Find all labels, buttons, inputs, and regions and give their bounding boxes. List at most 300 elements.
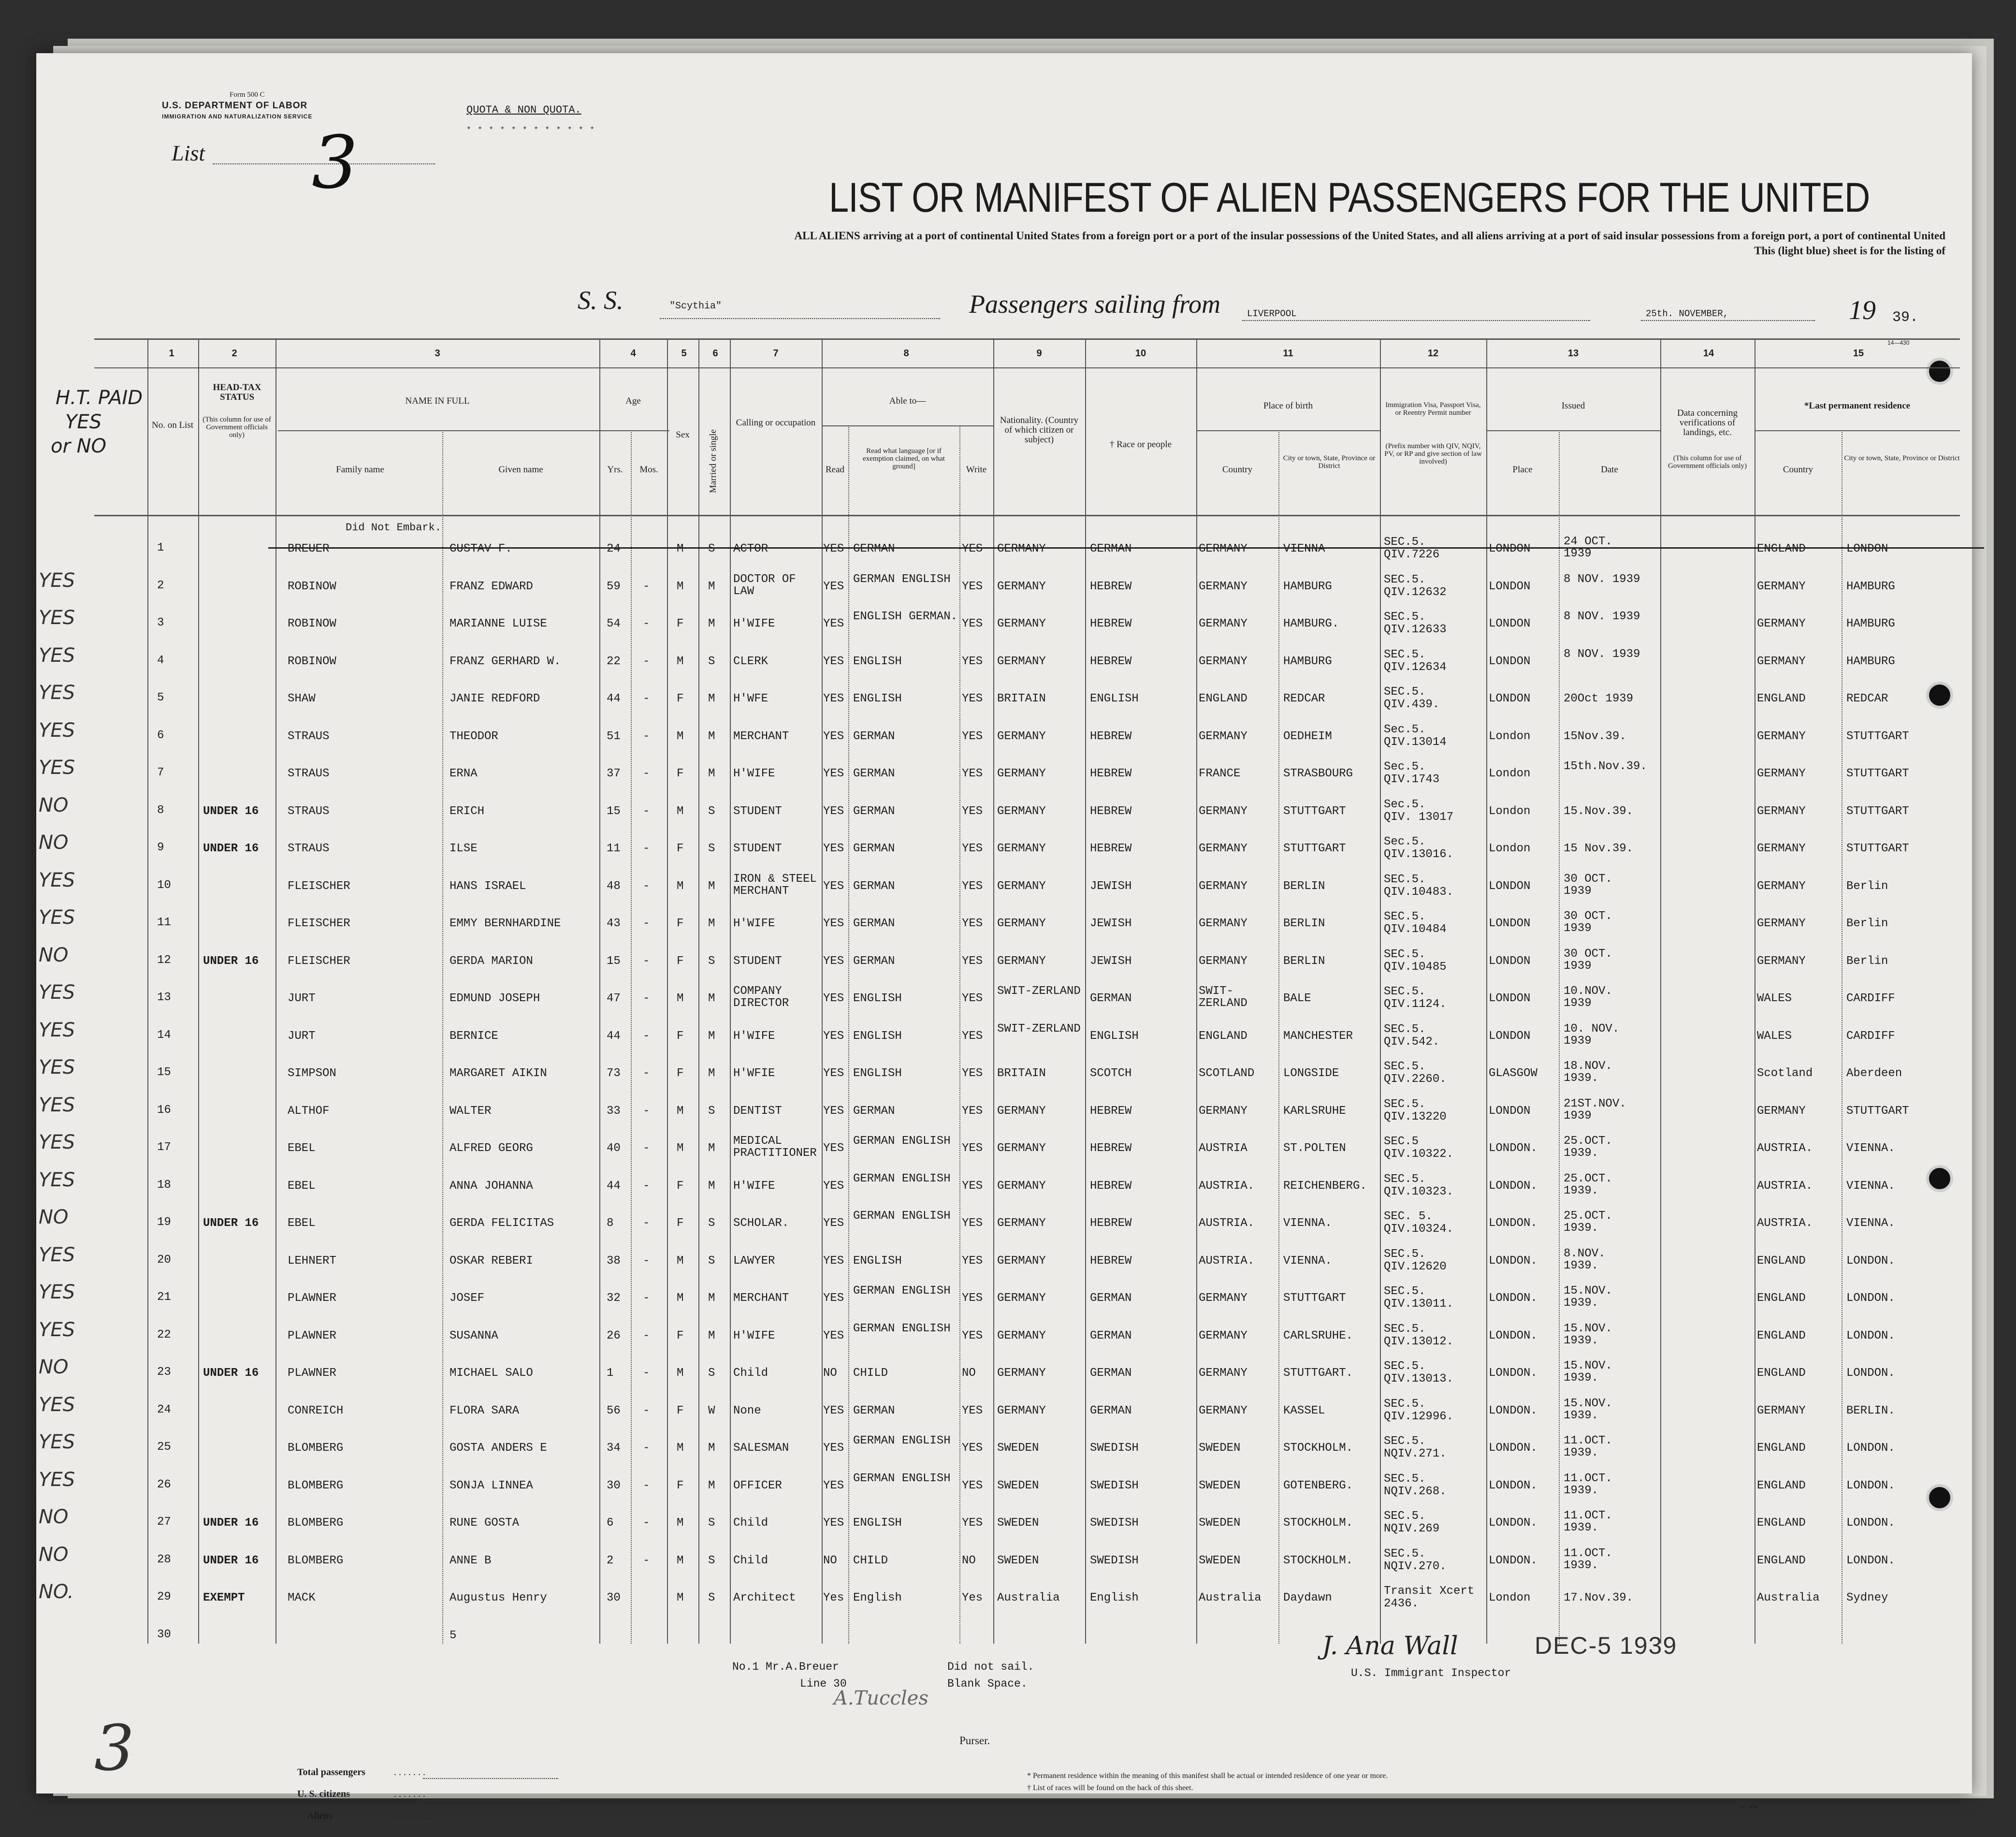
residence-country: GERMANY bbox=[1757, 842, 1806, 855]
hdr-sex: Sex bbox=[676, 430, 690, 440]
birth-country: SCOTLAND bbox=[1199, 1067, 1255, 1080]
visa-section: SEC.5. bbox=[1384, 573, 1426, 586]
visa-section: SEC.5. bbox=[1384, 1547, 1426, 1560]
given-name: JANIE REDFORD bbox=[450, 692, 540, 705]
visa-section: SEC.5. bbox=[1384, 1097, 1426, 1111]
visa-number: QIV.13011. bbox=[1384, 1298, 1454, 1311]
birth-city: STOCKHOLM. bbox=[1283, 1554, 1353, 1567]
visa-section: SEC.5. bbox=[1384, 1510, 1426, 1523]
read-language: English bbox=[853, 1591, 902, 1604]
read-language: GERMAN ENGLISH bbox=[853, 1284, 951, 1298]
issued-place: LONDON bbox=[1489, 617, 1531, 630]
birth-city: HAMBURG bbox=[1283, 655, 1332, 668]
nationality: GERMANY bbox=[997, 1404, 1046, 1417]
age-months: - bbox=[643, 617, 650, 630]
birth-country: SWEDEN bbox=[1199, 1442, 1241, 1455]
residence-country: WALES bbox=[1757, 1029, 1792, 1043]
colnum-9: 9 bbox=[1036, 348, 1042, 359]
hdr-res-country: Country bbox=[1783, 465, 1813, 475]
given-name: ALFRED GEORG bbox=[450, 1142, 533, 1155]
residence-city: Sydney bbox=[1846, 1591, 1888, 1604]
residence-country: Scotland bbox=[1757, 1067, 1813, 1080]
race: HEBREW bbox=[1090, 1179, 1132, 1193]
visa-section: SEC.5. bbox=[1384, 536, 1426, 549]
row-number: 24 bbox=[157, 1403, 171, 1416]
given-name: BERNICE bbox=[450, 1029, 498, 1043]
row-number: 14 bbox=[157, 1028, 171, 1042]
residence-country: ENGLAND bbox=[1757, 542, 1806, 555]
visa-number: QIV.439. bbox=[1384, 698, 1440, 711]
year-prefix: 19 bbox=[1849, 295, 1876, 325]
hdr-family-name: Family name bbox=[336, 465, 384, 475]
nationality: SWIT-ZERLAND bbox=[997, 985, 1081, 998]
colnum-1: 1 bbox=[169, 348, 174, 359]
margin-mark: YES bbox=[39, 1131, 75, 1153]
birth-country: GERMANY bbox=[1199, 917, 1247, 930]
issued-date: 20Oct 1939 bbox=[1564, 692, 1634, 705]
issued-place: LONDON. bbox=[1489, 1367, 1537, 1380]
margin-mark: YES bbox=[39, 682, 75, 704]
head-tax-status: UNDER 16 bbox=[203, 1217, 259, 1230]
residence-country: GERMANY bbox=[1757, 1404, 1806, 1417]
margin-mark: YES bbox=[39, 1168, 75, 1191]
birth-country: AUSTRIA. bbox=[1199, 1217, 1255, 1230]
can-write: YES bbox=[962, 1329, 983, 1342]
margin-mark: YES bbox=[39, 719, 75, 742]
issued-place: LONDON. bbox=[1489, 1442, 1537, 1455]
margin-ht-paid: H.T. PAID bbox=[56, 387, 143, 409]
can-write: YES bbox=[962, 1104, 983, 1118]
table-row bbox=[39, 682, 1960, 719]
family-name: ROBINOW bbox=[288, 617, 336, 630]
birth-country: GERMANY bbox=[1199, 1104, 1247, 1118]
issued-place: LONDON. bbox=[1489, 1217, 1537, 1230]
family-name: STRAUS bbox=[288, 804, 330, 818]
row-number: 25 bbox=[157, 1441, 171, 1454]
family-name: ALTHOF bbox=[288, 1104, 330, 1118]
race: HEBREW bbox=[1090, 1217, 1132, 1230]
occupation: DENTIST bbox=[733, 1104, 782, 1118]
race: SWEDISH bbox=[1090, 1516, 1139, 1530]
given-name: WALTER bbox=[450, 1104, 492, 1118]
issued-date: 18.NOV. 1939. bbox=[1564, 1060, 1612, 1085]
can-read: YES bbox=[823, 992, 844, 1005]
hdr-race: † Race or people bbox=[1109, 439, 1172, 450]
issued-date: 15.Nov.39. bbox=[1564, 804, 1634, 818]
sex: F bbox=[677, 1217, 684, 1230]
marital-status: S bbox=[708, 1554, 715, 1567]
race: SCOTCH bbox=[1090, 1067, 1132, 1080]
marital-status: S bbox=[708, 655, 715, 668]
marital-status: S bbox=[708, 542, 715, 555]
hdr-age: Age bbox=[625, 396, 641, 406]
issued-date: 25.OCT. 1939. bbox=[1564, 1172, 1612, 1197]
birth-city: VIENNA. bbox=[1283, 1217, 1332, 1230]
given-name: GERDA FELICITAS bbox=[450, 1217, 554, 1230]
margin-or-no: or NO bbox=[51, 435, 107, 457]
page-title: LIST OR MANIFEST OF ALIEN PASSENGERS FOR THE UNITED bbox=[829, 175, 1870, 221]
row-number: 10 bbox=[157, 878, 171, 892]
margin-mark: YES bbox=[39, 569, 75, 592]
visa-number: QIV.10323. bbox=[1384, 1185, 1454, 1198]
can-read: Yes bbox=[823, 1591, 844, 1604]
family-name: PLAWNER bbox=[288, 1329, 336, 1342]
colnum-6: 6 bbox=[712, 348, 718, 359]
colnum-10: 10 bbox=[1135, 348, 1146, 359]
margin-mark: NO bbox=[39, 1543, 69, 1566]
footnote-residence: * Permanent residence within the meaning of this manifest shall be actual or intended residence of one year or more. bbox=[1027, 1772, 1388, 1780]
race: JEWISH bbox=[1090, 954, 1132, 968]
issued-place: London bbox=[1489, 804, 1531, 818]
sex: M bbox=[677, 1254, 684, 1268]
head-tax-status: EXEMPT bbox=[203, 1591, 245, 1604]
residence-country: ENGLAND bbox=[1757, 1442, 1806, 1455]
head-tax-status: UNDER 16 bbox=[203, 1554, 259, 1567]
birth-city: OEDHEIM bbox=[1283, 729, 1332, 743]
race: HEBREW bbox=[1090, 655, 1132, 668]
citizens-dots: . . . . . . . bbox=[394, 1789, 425, 1799]
visa-number: QIV.7226 bbox=[1384, 548, 1440, 561]
sex: M bbox=[677, 542, 684, 555]
birth-city: ST.POLTEN bbox=[1283, 1142, 1346, 1155]
margin-mark: YES bbox=[39, 1281, 75, 1303]
race: HEBREW bbox=[1090, 767, 1132, 780]
table-row bbox=[39, 719, 1960, 757]
occupation: H'WIFE bbox=[733, 767, 775, 780]
hdr-place-of-birth: Place of birth bbox=[1263, 401, 1313, 411]
margin-mark: YES bbox=[39, 1318, 75, 1341]
age-months: - bbox=[643, 992, 650, 1005]
residence-city: CARDIFF bbox=[1846, 992, 1895, 1005]
marital-status: M bbox=[708, 1029, 715, 1043]
nationality: SWEDEN bbox=[997, 1479, 1039, 1492]
issued-date: 24 OCT. 1939 bbox=[1564, 535, 1612, 560]
age-months: - bbox=[643, 655, 650, 668]
row-number: 12 bbox=[157, 953, 171, 967]
head-tax-status: UNDER 16 bbox=[203, 1516, 259, 1530]
occupation: OFFICER bbox=[733, 1479, 782, 1492]
sex: F bbox=[677, 767, 684, 780]
occupation: LAWYER bbox=[733, 1254, 775, 1268]
table-row bbox=[39, 1356, 1960, 1393]
age-years: 38 bbox=[607, 1254, 621, 1268]
can-write: YES bbox=[962, 617, 983, 630]
residence-country: GERMANY bbox=[1757, 655, 1806, 668]
us-citizens-label: U. S. citizens bbox=[297, 1789, 350, 1799]
colnum-2: 2 bbox=[232, 348, 237, 359]
table-row bbox=[39, 1206, 1960, 1243]
hdr-married: Married or single bbox=[708, 429, 718, 493]
age-months: - bbox=[643, 917, 650, 930]
race: HEBREW bbox=[1090, 842, 1132, 855]
family-name: LEHNERT bbox=[288, 1254, 336, 1268]
margin-mark: NO bbox=[39, 944, 69, 966]
issued-place: LONDON. bbox=[1489, 1516, 1537, 1530]
row-number: 2 bbox=[157, 579, 164, 592]
read-language: GERMAN bbox=[853, 842, 895, 855]
race: HEBREW bbox=[1090, 729, 1132, 743]
residence-city: STUTTGART bbox=[1846, 804, 1909, 818]
age-months: - bbox=[643, 1142, 650, 1155]
table-row bbox=[39, 1243, 1960, 1281]
departure-date: 25th. NOVEMBER, bbox=[1646, 308, 1729, 319]
birth-city: REDCAR bbox=[1283, 692, 1325, 705]
given-name: FLORA SARA bbox=[450, 1404, 520, 1417]
total-passengers-line bbox=[423, 1778, 558, 1779]
given-name: MICHAEL SALO bbox=[450, 1367, 533, 1380]
residence-country: GERMANY bbox=[1757, 879, 1806, 893]
residence-country: ENGLAND bbox=[1757, 1554, 1806, 1567]
birth-country: SWIT-ZERLAND bbox=[1199, 985, 1247, 1010]
age-months: - bbox=[643, 804, 650, 818]
race: HEBREW bbox=[1090, 1142, 1132, 1155]
row-number: 18 bbox=[157, 1178, 171, 1192]
nationality: BRITAIN bbox=[997, 692, 1046, 705]
nationality: GERMANY bbox=[997, 729, 1046, 743]
birth-country: SWEDEN bbox=[1199, 1479, 1241, 1492]
hdr-write: Write bbox=[966, 465, 987, 475]
blank-space: Blank Space. bbox=[947, 1677, 1028, 1690]
visa-section: SEC.5. bbox=[1384, 1360, 1426, 1373]
family-name: EBEL bbox=[288, 1217, 316, 1230]
row-number: 17 bbox=[157, 1141, 171, 1154]
race: SWEDISH bbox=[1090, 1479, 1139, 1492]
age-years: 26 bbox=[607, 1329, 621, 1342]
can-read: NO bbox=[823, 1554, 837, 1567]
given-name: FRANZ EDWARD bbox=[450, 580, 533, 593]
table-row bbox=[39, 1093, 1960, 1131]
visa-number: QIV.13220 bbox=[1384, 1110, 1447, 1123]
table-row bbox=[39, 944, 1960, 981]
table-row bbox=[39, 1318, 1960, 1356]
table-row bbox=[39, 644, 1960, 682]
aliens-dots: . . . . . . . bbox=[394, 1810, 425, 1821]
family-name: ROBINOW bbox=[288, 655, 336, 668]
row-number: 30 bbox=[157, 1628, 171, 1641]
issued-place: LONDON. bbox=[1489, 1179, 1537, 1193]
issued-place: LONDON. bbox=[1489, 1329, 1537, 1342]
table-row bbox=[39, 1168, 1960, 1206]
residence-country: GERMANY bbox=[1757, 767, 1806, 780]
given-name: OSKAR REBERI bbox=[450, 1254, 533, 1268]
sex: M bbox=[677, 1104, 684, 1118]
can-write: YES bbox=[962, 580, 983, 593]
list-label: List bbox=[172, 141, 205, 165]
sex: M bbox=[677, 992, 684, 1005]
can-read: YES bbox=[823, 1104, 844, 1118]
residence-city: HAMBURG bbox=[1846, 580, 1895, 593]
sex: F bbox=[677, 1067, 684, 1080]
issued-date: 25.OCT. 1939. bbox=[1564, 1210, 1612, 1235]
age-years: 44 bbox=[607, 1179, 621, 1193]
residence-city: STUTTGART bbox=[1846, 1104, 1909, 1118]
family-name: STRAUS bbox=[288, 842, 330, 855]
given-name: Augustus Henry bbox=[450, 1591, 547, 1604]
birth-city: BERLIN bbox=[1283, 879, 1325, 893]
read-language: ENGLISH bbox=[853, 655, 902, 668]
birth-country: SWEDEN bbox=[1199, 1516, 1241, 1530]
marital-status: M bbox=[708, 1442, 715, 1455]
can-read: YES bbox=[823, 917, 844, 930]
can-write: YES bbox=[962, 1067, 983, 1080]
issued-date: 15th.Nov.39. bbox=[1564, 760, 1647, 773]
residence-city: STUTTGART bbox=[1846, 842, 1909, 855]
read-language: GERMAN ENGLISH bbox=[853, 1434, 951, 1447]
age-months: - bbox=[643, 842, 650, 855]
visa-number: QIV.10485 bbox=[1384, 960, 1447, 974]
sex: F bbox=[677, 1329, 684, 1342]
can-read: YES bbox=[823, 1254, 844, 1268]
can-read: YES bbox=[823, 580, 844, 593]
margin-mark: YES bbox=[39, 869, 75, 891]
race: HEBREW bbox=[1090, 617, 1132, 630]
total-dots: . . . . . . . bbox=[394, 1767, 425, 1778]
visa-number: NQIV.270. bbox=[1384, 1560, 1447, 1573]
issued-date: 25.OCT. 1939. bbox=[1564, 1135, 1612, 1160]
sex: F bbox=[677, 1404, 684, 1417]
given-name: 5 bbox=[450, 1629, 457, 1642]
given-name: THEODOR bbox=[450, 729, 498, 743]
did-not-embark-note: Did Not Embark. bbox=[346, 522, 442, 534]
issued-place: LONDON. bbox=[1489, 1479, 1537, 1492]
marital-status: S bbox=[708, 954, 715, 968]
can-read: YES bbox=[823, 1067, 844, 1080]
can-write: YES bbox=[962, 1179, 983, 1193]
birth-country: SWEDEN bbox=[1199, 1554, 1241, 1567]
head-tax-status: UNDER 16 bbox=[203, 842, 259, 855]
total-passengers-label: Total passengers bbox=[297, 1767, 365, 1778]
visa-number: QIV.12633 bbox=[1384, 623, 1447, 636]
margin-mark: NO. bbox=[39, 1581, 74, 1603]
nationality: SWEDEN bbox=[997, 1516, 1039, 1530]
read-language: ENGLISH bbox=[853, 992, 902, 1005]
row-number: 4 bbox=[157, 654, 164, 667]
occupation: SCHOLAR. bbox=[733, 1217, 789, 1230]
sex: M bbox=[677, 1516, 684, 1530]
occupation: IRON & STEEL MERCHANT bbox=[733, 872, 817, 898]
issued-date: 8 NOV. 1939 bbox=[1564, 610, 1640, 623]
residence-city: LONDON. bbox=[1846, 1292, 1895, 1305]
age-years: 1 bbox=[607, 1367, 614, 1380]
birth-city: KASSEL bbox=[1283, 1404, 1325, 1417]
family-name: PLAWNER bbox=[288, 1367, 336, 1380]
can-read: YES bbox=[823, 1404, 844, 1417]
residence-city: HAMBURG bbox=[1846, 617, 1895, 630]
residence-country: GERMANY bbox=[1757, 954, 1806, 968]
nationality: GERMANY bbox=[997, 879, 1046, 893]
visa-number: QIV.2260. bbox=[1384, 1073, 1447, 1086]
occupation: Architect bbox=[733, 1591, 796, 1604]
residence-country: ENGLAND bbox=[1757, 1254, 1806, 1268]
row-number: 29 bbox=[157, 1590, 171, 1604]
visa-number: QIV.1124. bbox=[1384, 998, 1447, 1011]
occupation: CLERK bbox=[733, 655, 769, 668]
race: GERMAN bbox=[1090, 542, 1132, 555]
row-number: 23 bbox=[157, 1366, 171, 1379]
can-read: YES bbox=[823, 542, 844, 555]
issued-place: London bbox=[1489, 729, 1531, 743]
colnum-5: 5 bbox=[681, 348, 687, 359]
birth-city: STUTTGART bbox=[1283, 804, 1346, 818]
visa-number: NQIV.271. bbox=[1384, 1447, 1447, 1460]
sex: M bbox=[677, 1554, 684, 1567]
residence-country: ENGLAND bbox=[1757, 692, 1806, 705]
read-language: GERMAN ENGLISH bbox=[853, 1322, 951, 1335]
row-number: 22 bbox=[157, 1328, 171, 1341]
birth-city: VIENNA bbox=[1283, 542, 1325, 555]
marital-status: W bbox=[708, 1404, 715, 1417]
issued-place: London bbox=[1489, 842, 1531, 855]
age-months: - bbox=[643, 1516, 650, 1530]
sex: M bbox=[677, 1591, 684, 1604]
marital-status: M bbox=[708, 879, 715, 893]
margin-mark: YES bbox=[39, 1056, 75, 1079]
birth-subrule bbox=[1196, 430, 1380, 431]
colnum-7: 7 bbox=[773, 348, 779, 359]
age-years: 44 bbox=[607, 692, 621, 705]
sex: M bbox=[677, 1292, 684, 1305]
sex: M bbox=[677, 1367, 684, 1380]
residence-city: HAMBURG bbox=[1846, 655, 1895, 668]
age-years: 15 bbox=[607, 954, 621, 968]
department-name: U.S. DEPARTMENT OF LABOR bbox=[162, 101, 308, 111]
marital-status: S bbox=[708, 1516, 715, 1530]
visa-number: QIV.13013. bbox=[1384, 1372, 1454, 1385]
row-number: 15 bbox=[157, 1066, 171, 1079]
ss-label: S. S. bbox=[578, 286, 624, 315]
table-row bbox=[39, 1056, 1960, 1093]
can-write: Yes bbox=[962, 1591, 983, 1604]
can-write: YES bbox=[962, 729, 983, 743]
departure-port: LIVERPOOL bbox=[1247, 308, 1297, 319]
read-language: GERMAN bbox=[853, 729, 895, 743]
nationality: GERMANY bbox=[997, 804, 1046, 818]
issued-place: LONDON bbox=[1489, 1104, 1531, 1118]
birth-country: GERMANY bbox=[1199, 879, 1247, 893]
hdr-given-name: Given name bbox=[498, 465, 543, 475]
read-language: ENGLISH bbox=[853, 692, 902, 705]
nationality: SWEDEN bbox=[997, 1442, 1039, 1455]
nationality: GERMANY bbox=[997, 1367, 1046, 1380]
visa-section: Transit Xcert bbox=[1384, 1585, 1475, 1598]
can-read: YES bbox=[823, 617, 844, 630]
issued-place: LONDON bbox=[1489, 954, 1531, 968]
marital-status: M bbox=[708, 692, 715, 705]
residence-city: Berlin bbox=[1846, 917, 1888, 930]
inspector-label: U.S. Immigrant Inspector bbox=[1351, 1667, 1511, 1679]
read-language: ENGLISH bbox=[853, 1516, 902, 1530]
margin-mark: YES bbox=[39, 1393, 75, 1416]
issued-date: 30 OCT. 1939 bbox=[1564, 947, 1612, 973]
purser-signature: A.Tuccles bbox=[834, 1687, 928, 1709]
issued-place: LONDON bbox=[1489, 917, 1531, 930]
footer-note-1: No.1 Mr.A.Breuer bbox=[732, 1661, 839, 1673]
issued-place: LONDON bbox=[1489, 879, 1531, 893]
read-language: ENGLISH bbox=[853, 1067, 902, 1080]
race: ENGLISH bbox=[1090, 692, 1139, 705]
age-months: - bbox=[643, 1179, 650, 1193]
birth-city: LONGSIDE bbox=[1283, 1067, 1339, 1080]
occupation: H'WIFE bbox=[733, 1329, 775, 1342]
marital-status: M bbox=[708, 617, 715, 630]
issued-place: LONDON bbox=[1489, 1029, 1531, 1043]
birth-country: Australia bbox=[1199, 1591, 1262, 1604]
margin-mark: NO bbox=[39, 1206, 69, 1228]
list-number: 3 bbox=[312, 121, 358, 205]
family-name: PLAWNER bbox=[288, 1292, 336, 1305]
birth-country: GERMANY bbox=[1199, 1367, 1247, 1380]
read-language: GERMAN bbox=[853, 1404, 895, 1417]
